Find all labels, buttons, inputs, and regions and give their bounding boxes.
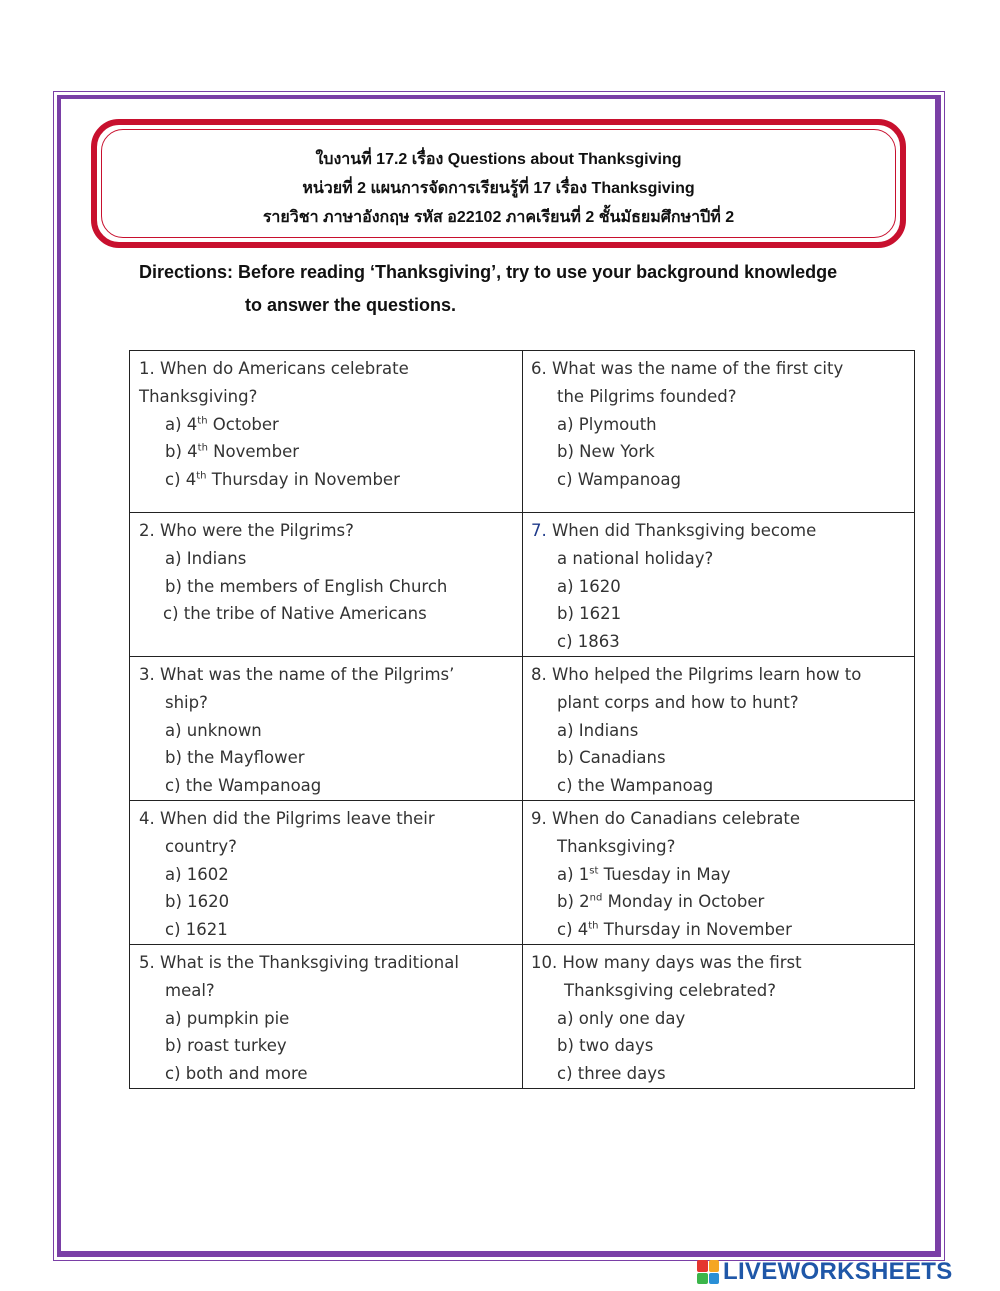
question-7-text-cont: a national holiday? <box>557 548 714 568</box>
question-4-text-cont: country? <box>165 836 237 856</box>
question-5-text-cont: meal? <box>165 980 215 1000</box>
question-10 <box>523 944 915 1088</box>
directions-line-2: to answer the questions. <box>245 295 457 315</box>
question-8 <box>523 656 915 800</box>
question-1-option-c[interactable]: c) 4th Thursday in November <box>165 470 400 490</box>
question-1-option-a[interactable]: a) 4th October <box>165 414 279 434</box>
liveworksheets-logo-icon <box>697 1260 719 1284</box>
table-row <box>130 351 915 513</box>
question-5-option-c[interactable]: c) both and more <box>165 1064 308 1084</box>
header-line-1: ใบงานที่ 17.2 เรื่อง Questions about Thanksgiving <box>315 151 682 168</box>
table-row <box>130 656 915 800</box>
liveworksheets-logo-text: LIVEWORKSHEETS <box>723 1258 953 1285</box>
question-7-number: 7. <box>531 521 547 540</box>
question-9-option-b[interactable]: b) 2nd Monday in October <box>557 892 765 912</box>
question-3 <box>130 656 523 800</box>
question-10-option-a[interactable]: a) only one day <box>557 1008 686 1028</box>
question-1-option-b[interactable]: b) 4th November <box>165 442 300 462</box>
directions-line-1: Directions: Before reading ‘Thanksgiving’, try to use your background knowledge <box>139 262 838 282</box>
question-6-option-b[interactable]: b) New York <box>557 442 655 462</box>
question-2 <box>130 513 523 657</box>
question-9-text-cont: Thanksgiving? <box>557 836 676 856</box>
question-7-option-a[interactable]: a) 1620 <box>557 576 621 596</box>
directions <box>139 256 919 322</box>
question-4-option-b[interactable]: b) 1620 <box>165 892 230 912</box>
question-4-text: 4. When did the Pilgrims leave their <box>139 808 435 828</box>
header-line-3: รายวิชา ภาษาอังกฤษ รหัส อ22102 ภาคเรียนที่ 2 ชั้นมัธยมศึกษาปีที่ 2 <box>262 209 735 226</box>
question-4 <box>130 800 523 944</box>
question-3-option-b[interactable]: b) the Mayflower <box>165 748 305 768</box>
question-1-text-cont: Thanksgiving? <box>139 386 258 406</box>
question-2-option-a[interactable]: a) Indians <box>165 548 247 568</box>
question-5-option-a[interactable]: a) pumpkin pie <box>165 1008 290 1028</box>
question-3-option-c[interactable]: c) the Wampanoag <box>165 776 322 796</box>
question-8-text: 8. Who helped the Pilgrims learn how to <box>531 664 862 684</box>
question-4-option-c[interactable]: c) 1621 <box>165 920 228 940</box>
question-4-option-a[interactable]: a) 1602 <box>165 864 229 884</box>
question-8-text-cont: plant corps and how to hunt? <box>557 692 799 712</box>
question-3-text-cont: ship? <box>165 692 208 712</box>
question-5-option-b[interactable]: b) roast turkey <box>165 1036 287 1056</box>
table-row <box>130 944 915 1088</box>
question-8-option-b[interactable]: b) Canadians <box>557 748 666 768</box>
question-7-option-c[interactable]: c) 1863 <box>557 632 620 652</box>
question-6-option-a[interactable]: a) Plymouth <box>557 414 657 434</box>
question-2-text: 2. Who were the Pilgrims? <box>139 521 354 540</box>
question-5-text: 5. What is the Thanksgiving traditional <box>139 952 459 972</box>
question-6 <box>523 351 915 513</box>
liveworksheets-logo <box>697 1258 953 1286</box>
question-7-option-b[interactable]: b) 1621 <box>557 604 622 624</box>
question-10-text: 10. How many days was the first <box>531 952 802 972</box>
question-10-option-c[interactable]: c) three days <box>557 1064 666 1084</box>
question-9-option-c[interactable]: c) 4th Thursday in November <box>557 920 792 940</box>
question-1-text: 1. When do Americans celebrate <box>139 359 409 378</box>
question-6-text: 6. What was the name of the first city <box>531 359 844 378</box>
question-9-option-a[interactable]: a) 1st Tuesday in May <box>557 864 731 884</box>
question-10-text-cont: Thanksgiving celebrated? <box>564 980 777 1000</box>
question-2-option-b[interactable]: b) the members of English Church <box>165 576 448 596</box>
question-6-text-cont: the Pilgrims founded? <box>557 386 737 406</box>
table-row <box>130 800 915 944</box>
question-10-option-b[interactable]: b) two days <box>557 1036 654 1056</box>
question-6-option-c[interactable]: c) Wampanoag <box>557 470 681 490</box>
question-9-text: 9. When do Canadians celebrate <box>531 808 801 828</box>
header-line-2: หน่วยที่ 2 แผนการจัดการเรียนรู้ที่ 17 เรื่อง Thanksgiving <box>302 180 695 197</box>
question-7 <box>523 513 915 657</box>
questions-table <box>129 350 915 1089</box>
question-8-option-a[interactable]: a) Indians <box>557 720 639 740</box>
question-3-text: 3. What was the name of the Pilgrims’ <box>139 664 455 684</box>
question-5 <box>130 944 523 1088</box>
question-7-text: 7. When did Thanksgiving become <box>531 521 817 540</box>
question-9 <box>523 800 915 944</box>
question-3-option-a[interactable]: a) unknown <box>165 720 262 740</box>
worksheet-header <box>91 119 906 248</box>
question-2-option-c[interactable]: c) the tribe of Native Americans <box>163 604 427 624</box>
question-1 <box>130 351 523 513</box>
question-8-option-c[interactable]: c) the Wampanoag <box>557 776 714 796</box>
table-row <box>130 513 915 657</box>
